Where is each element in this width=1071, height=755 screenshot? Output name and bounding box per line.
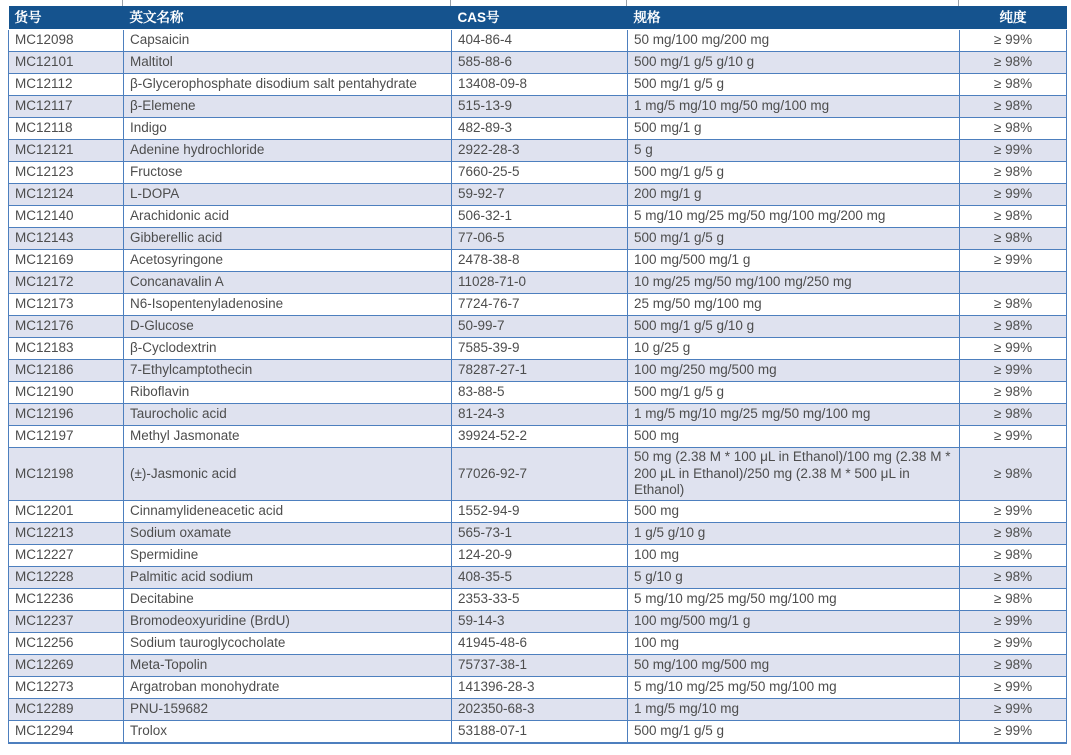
cell-english-name: Taurocholic acid — [124, 404, 452, 426]
cell-purity: ≥ 98% — [960, 316, 1067, 338]
cell-spec: 500 mg/1 g/5 g/10 g — [628, 52, 960, 74]
cell-spec: 500 mg/1 g/5 g — [628, 382, 960, 404]
cell-spec: 500 mg/1 g/5 g — [628, 74, 960, 96]
cell-spec: 500 mg — [628, 426, 960, 448]
cell-purity: ≥ 98% — [960, 294, 1067, 316]
cell-cas: 404-86-4 — [452, 30, 628, 52]
cell-cas: 202350-68-3 — [452, 698, 628, 720]
cell-purity: ≥ 99% — [960, 632, 1067, 654]
cell-purity: ≥ 99% — [960, 698, 1067, 720]
cell-purity: ≥ 99% — [960, 140, 1067, 162]
cell-spec: 5 mg/10 mg/25 mg/50 mg/100 mg — [628, 588, 960, 610]
cell-english-name: β-Cyclodextrin — [124, 338, 452, 360]
cell-spec: 500 mg/1 g/5 g — [628, 228, 960, 250]
cell-cas: 482-89-3 — [452, 118, 628, 140]
cell-sku: MC12256 — [9, 632, 124, 654]
table-top-edge — [8, 0, 1066, 6]
cell-spec: 5 g — [628, 140, 960, 162]
cell-sku: MC12269 — [9, 654, 124, 676]
cell-purity: ≥ 98% — [960, 522, 1067, 544]
cell-english-name: Bromodeoxyuridine (BrdU) — [124, 610, 452, 632]
cell-english-name: L-DOPA — [124, 184, 452, 206]
cell-purity: ≥ 98% — [960, 382, 1067, 404]
table-row — [9, 720, 1067, 743]
cell-cas: 2353-33-5 — [452, 588, 628, 610]
cell-spec: 50 mg/100 mg/200 mg — [628, 30, 960, 52]
cell-sku: MC12289 — [9, 698, 124, 720]
cell-spec: 1 mg/5 mg/10 mg — [628, 698, 960, 720]
column-line-stub — [626, 0, 627, 6]
cell-sku: MC12190 — [9, 382, 124, 404]
cell-purity: ≥ 99% — [960, 610, 1067, 632]
cell-sku: MC12294 — [9, 720, 124, 743]
cell-cas: 59-92-7 — [452, 184, 628, 206]
cell-cas: 7724-76-7 — [452, 294, 628, 316]
cell-sku: MC12273 — [9, 676, 124, 698]
cell-sku: MC12143 — [9, 228, 124, 250]
cell-english-name: Cinnamylideneacetic acid — [124, 500, 452, 522]
table-row — [9, 30, 1067, 52]
cell-cas: 515-13-9 — [452, 96, 628, 118]
table-row — [9, 588, 1067, 610]
cell-spec: 10 mg/25 mg/50 mg/100 mg/250 mg — [628, 272, 960, 294]
cell-english-name: PNU-159682 — [124, 698, 452, 720]
col-header-sku: 货号 — [9, 6, 124, 30]
cell-english-name: Acetosyringone — [124, 250, 452, 272]
cell-cas: 13408-09-8 — [452, 74, 628, 96]
cell-spec: 1 mg/5 mg/10 mg/50 mg/100 mg — [628, 96, 960, 118]
cell-cas: 77026-92-7 — [452, 448, 628, 501]
cell-english-name: Arachidonic acid — [124, 206, 452, 228]
cell-sku: MC12198 — [9, 448, 124, 501]
cell-english-name: Methyl Jasmonate — [124, 426, 452, 448]
cell-cas: 75737-38-1 — [452, 654, 628, 676]
cell-english-name: Meta-Topolin — [124, 654, 452, 676]
table-row — [9, 404, 1067, 426]
col-header-spec: 规格 — [628, 6, 960, 30]
cell-spec: 100 mg/500 mg/1 g — [628, 250, 960, 272]
cell-english-name: 7-Ethylcamptothecin — [124, 360, 452, 382]
cell-english-name: N6-Isopentenyladenosine — [124, 294, 452, 316]
table-row — [9, 426, 1067, 448]
table-row — [9, 566, 1067, 588]
catalog-table — [8, 6, 1067, 744]
table-row — [9, 206, 1067, 228]
cell-cas: 141396-28-3 — [452, 676, 628, 698]
cell-purity: ≥ 99% — [960, 720, 1067, 743]
cell-spec: 500 mg/1 g/5 g — [628, 720, 960, 743]
cell-spec: 100 mg — [628, 544, 960, 566]
cell-english-name: Argatroban monohydrate — [124, 676, 452, 698]
cell-purity: ≥ 98% — [960, 118, 1067, 140]
cell-spec: 50 mg/100 mg/500 mg — [628, 654, 960, 676]
cell-purity: ≥ 98% — [960, 544, 1067, 566]
table-row — [9, 500, 1067, 522]
cell-cas: 1552-94-9 — [452, 500, 628, 522]
cell-english-name: β-Elemene — [124, 96, 452, 118]
cell-purity: ≥ 99% — [960, 184, 1067, 206]
cell-spec: 5 mg/10 mg/25 mg/50 mg/100 mg/200 mg — [628, 206, 960, 228]
table-row — [9, 316, 1067, 338]
cell-sku: MC12169 — [9, 250, 124, 272]
cell-sku: MC12140 — [9, 206, 124, 228]
cell-cas: 59-14-3 — [452, 610, 628, 632]
table-row — [9, 272, 1067, 294]
cell-sku: MC12196 — [9, 404, 124, 426]
cell-sku: MC12227 — [9, 544, 124, 566]
cell-sku: MC12237 — [9, 610, 124, 632]
table-row — [9, 448, 1067, 501]
cell-english-name: β-Glycerophosphate disodium salt pentahydrate — [124, 74, 452, 96]
table-row — [9, 360, 1067, 382]
cell-spec: 100 mg — [628, 632, 960, 654]
cell-spec: 500 mg/1 g/5 g/10 g — [628, 316, 960, 338]
cell-sku: MC12197 — [9, 426, 124, 448]
cell-cas: 11028-71-0 — [452, 272, 628, 294]
cell-english-name: Gibberellic acid — [124, 228, 452, 250]
table-row — [9, 632, 1067, 654]
cell-purity: ≥ 99% — [960, 30, 1067, 52]
col-header-cas: CAS号 — [452, 6, 628, 30]
cell-spec: 200 mg/1 g — [628, 184, 960, 206]
cell-spec: 5 mg/10 mg/25 mg/50 mg/100 mg — [628, 676, 960, 698]
cell-english-name: Spermidine — [124, 544, 452, 566]
cell-sku: MC12228 — [9, 566, 124, 588]
cell-cas: 124-20-9 — [452, 544, 628, 566]
table-row — [9, 250, 1067, 272]
table-row — [9, 74, 1067, 96]
cell-purity: ≥ 98% — [960, 404, 1067, 426]
table-row — [9, 96, 1067, 118]
cell-sku: MC12172 — [9, 272, 124, 294]
table-row — [9, 140, 1067, 162]
cell-purity: ≥ 99% — [960, 676, 1067, 698]
cell-cas: 77-06-5 — [452, 228, 628, 250]
cell-sku: MC12121 — [9, 140, 124, 162]
cell-spec: 25 mg/50 mg/100 mg — [628, 294, 960, 316]
cell-spec: 500 mg/1 g — [628, 118, 960, 140]
cell-spec: 500 mg/1 g/5 g — [628, 162, 960, 184]
cell-sku: MC12101 — [9, 52, 124, 74]
cell-cas: 2922-28-3 — [452, 140, 628, 162]
column-line-stub — [958, 0, 959, 6]
cell-purity: ≥ 99% — [960, 338, 1067, 360]
cell-english-name: Capsaicin — [124, 30, 452, 52]
table-row — [9, 294, 1067, 316]
cell-cas: 506-32-1 — [452, 206, 628, 228]
cell-cas: 7660-25-5 — [452, 162, 628, 184]
table-row — [9, 118, 1067, 140]
table-body — [9, 30, 1067, 743]
cell-english-name: Concanavalin A — [124, 272, 452, 294]
cell-cas: 78287-27-1 — [452, 360, 628, 382]
cell-english-name: Sodium tauroglycocholate — [124, 632, 452, 654]
cell-spec: 10 g/25 g — [628, 338, 960, 360]
cell-sku: MC12183 — [9, 338, 124, 360]
cell-sku: MC12124 — [9, 184, 124, 206]
cell-cas: 7585-39-9 — [452, 338, 628, 360]
cell-purity: ≥ 98% — [960, 448, 1067, 501]
cell-purity: ≥ 98% — [960, 654, 1067, 676]
cell-cas: 81-24-3 — [452, 404, 628, 426]
cell-english-name: D-Glucose — [124, 316, 452, 338]
cell-spec: 100 mg/250 mg/500 mg — [628, 360, 960, 382]
cell-purity: ≥ 98% — [960, 162, 1067, 184]
cell-sku: MC12098 — [9, 30, 124, 52]
column-line-stub — [122, 0, 123, 6]
cell-purity: ≥ 98% — [960, 74, 1067, 96]
cell-english-name: Trolox — [124, 720, 452, 743]
product-catalog-table — [8, 0, 1066, 744]
cell-purity: ≥ 98% — [960, 588, 1067, 610]
table-row — [9, 184, 1067, 206]
header-row — [9, 6, 1067, 30]
cell-spec: 5 g/10 g — [628, 566, 960, 588]
cell-english-name: Palmitic acid sodium — [124, 566, 452, 588]
cell-purity: ≥ 99% — [960, 426, 1067, 448]
table-row — [9, 610, 1067, 632]
cell-sku: MC12236 — [9, 588, 124, 610]
cell-cas: 53188-07-1 — [452, 720, 628, 743]
cell-purity: ≥ 98% — [960, 96, 1067, 118]
cell-english-name: Sodium oxamate — [124, 522, 452, 544]
cell-purity — [960, 272, 1067, 294]
cell-english-name: Riboflavin — [124, 382, 452, 404]
cell-purity: ≥ 99% — [960, 360, 1067, 382]
cell-purity: ≥ 99% — [960, 250, 1067, 272]
column-line-stub — [450, 0, 451, 6]
cell-purity: ≥ 98% — [960, 228, 1067, 250]
cell-spec: 50 mg (2.38 M * 100 μL in Ethanol)/100 mg (2.38 M * 200 μL in Ethanol)/250 mg (2.38 M * 500 μL in Ethanol) — [628, 448, 960, 501]
table-row — [9, 338, 1067, 360]
cell-purity: ≥ 98% — [960, 566, 1067, 588]
cell-cas: 585-88-6 — [452, 52, 628, 74]
cell-sku: MC12176 — [9, 316, 124, 338]
cell-sku: MC12117 — [9, 96, 124, 118]
table-row — [9, 698, 1067, 720]
cell-cas: 39924-52-2 — [452, 426, 628, 448]
cell-purity: ≥ 99% — [960, 500, 1067, 522]
cell-cas: 408-35-5 — [452, 566, 628, 588]
cell-sku: MC12118 — [9, 118, 124, 140]
cell-cas: 41945-48-6 — [452, 632, 628, 654]
cell-english-name: Indigo — [124, 118, 452, 140]
col-header-purity: 纯度 — [960, 6, 1067, 30]
table-row — [9, 544, 1067, 566]
table-row — [9, 228, 1067, 250]
cell-spec: 1 g/5 g/10 g — [628, 522, 960, 544]
table-row — [9, 522, 1067, 544]
cell-purity: ≥ 98% — [960, 52, 1067, 74]
cell-cas: 565-73-1 — [452, 522, 628, 544]
cell-sku: MC12173 — [9, 294, 124, 316]
table-row — [9, 382, 1067, 404]
cell-cas: 83-88-5 — [452, 382, 628, 404]
table-row — [9, 162, 1067, 184]
cell-sku: MC12123 — [9, 162, 124, 184]
cell-english-name: Decitabine — [124, 588, 452, 610]
cell-spec: 100 mg/500 mg/1 g — [628, 610, 960, 632]
table-row — [9, 654, 1067, 676]
cell-sku: MC12201 — [9, 500, 124, 522]
cell-purity: ≥ 98% — [960, 206, 1067, 228]
table-row — [9, 52, 1067, 74]
cell-english-name: Maltitol — [124, 52, 452, 74]
cell-english-name: Adenine hydrochloride — [124, 140, 452, 162]
cell-english-name: Fructose — [124, 162, 452, 184]
cell-sku: MC12186 — [9, 360, 124, 382]
col-header-english-name: 英文名称 — [124, 6, 452, 30]
cell-sku: MC12213 — [9, 522, 124, 544]
cell-english-name: (±)-Jasmonic acid — [124, 448, 452, 501]
cell-sku: MC12112 — [9, 74, 124, 96]
cell-spec: 1 mg/5 mg/10 mg/25 mg/50 mg/100 mg — [628, 404, 960, 426]
table-row — [9, 676, 1067, 698]
cell-cas: 2478-38-8 — [452, 250, 628, 272]
cell-spec: 500 mg — [628, 500, 960, 522]
cell-cas: 50-99-7 — [452, 316, 628, 338]
